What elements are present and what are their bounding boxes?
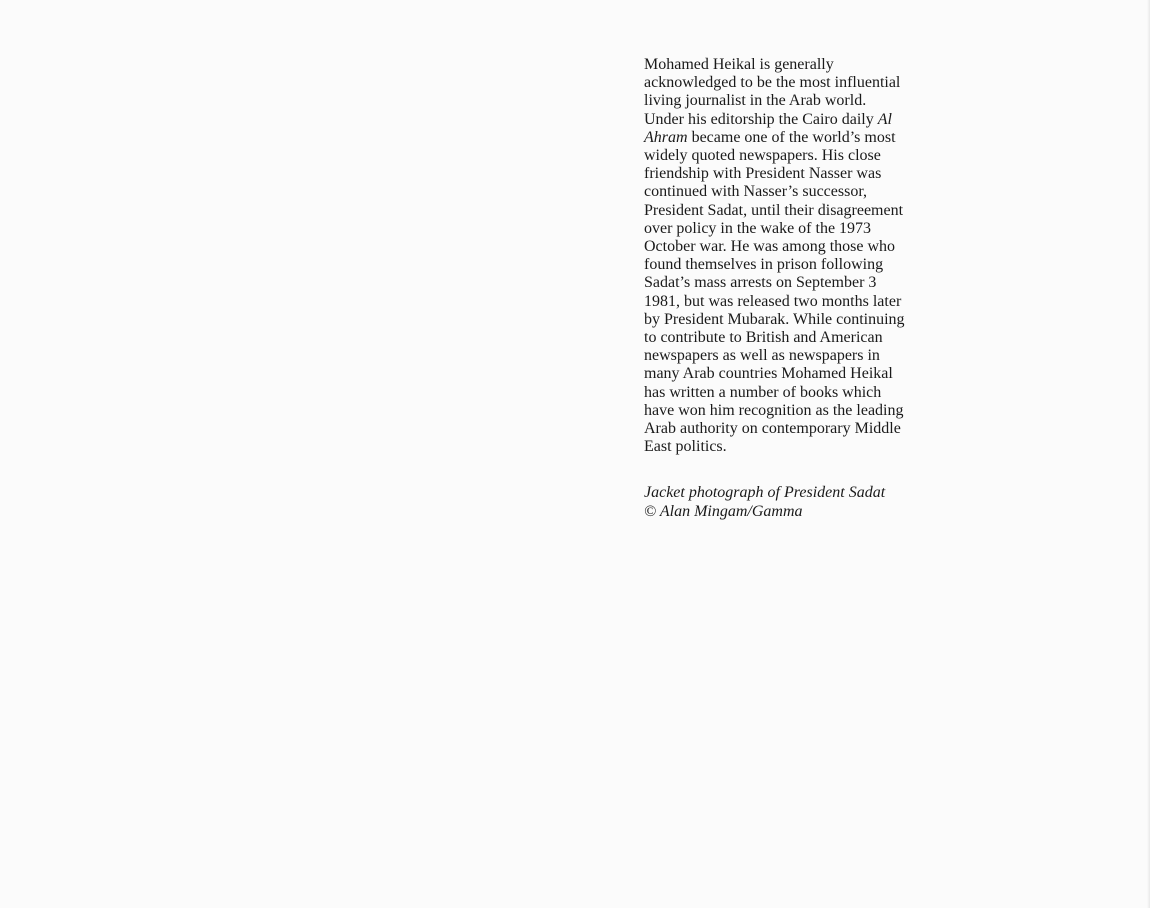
author-biography: [644, 56, 954, 456]
bio-line: widely quoted newspapers. His close: [644, 147, 881, 165]
photo-credit-line: Jacket photograph of President Sadat: [644, 484, 886, 501]
bio-line: Mohamed Heikal is generally: [644, 56, 834, 73]
bio-line: [644, 129, 954, 147]
bio-line: continued with Nasser’s successor,: [644, 183, 868, 201]
bio-line: to contribute to British and American: [644, 329, 883, 347]
bio-line: acknowledged to be the most influential: [644, 74, 901, 92]
bio-line: Arab authority on contemporary Middle: [644, 420, 901, 438]
bio-line: found themselves in prison following: [644, 256, 884, 274]
bio-line: many Arab countries Mohamed Heikal: [644, 365, 893, 383]
bio-line: friendship with President Nasser was: [644, 165, 882, 183]
bio-line: newspapers as well as newspapers in: [644, 347, 880, 365]
bio-line: President Sadat, until their disagreement: [644, 201, 904, 219]
bio-line: East politics.: [644, 438, 727, 456]
bio-line: over policy in the wake of the 1973: [644, 219, 872, 237]
bio-line: 1981, but was released two months later: [644, 292, 902, 310]
photo-credit-line: © Alan Mingam/Gamma: [644, 503, 803, 520]
bio-line: Sadat’s mass arrests on September 3: [644, 274, 877, 292]
bio-line: have won him recognition as the leading: [644, 401, 904, 419]
bio-text: became one of the world’s most: [687, 128, 896, 146]
bio-line: has written a number of books which: [644, 383, 882, 401]
photo-credit: [644, 483, 954, 521]
newspaper-title: Al: [877, 110, 892, 128]
newspaper-title: Ahram: [644, 128, 688, 146]
bio-line: October war. He was among those who: [644, 238, 896, 256]
bio-line: by President Mubarak. While continuing: [644, 310, 905, 328]
bio-line: [644, 111, 954, 129]
bio-line: living journalist in the Arab world.: [644, 92, 867, 110]
bio-text: Under his editorship the Cairo daily: [644, 110, 878, 128]
